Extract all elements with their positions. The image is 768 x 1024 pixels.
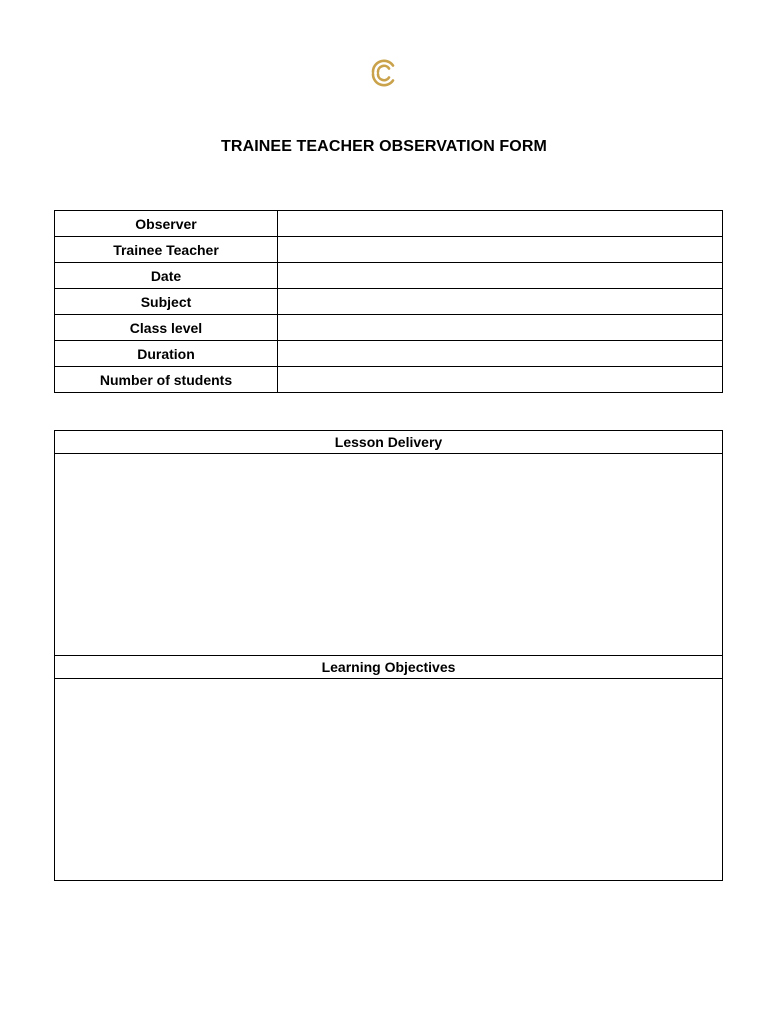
observation-info-table — [54, 210, 723, 393]
section-header-row — [55, 656, 723, 679]
observation-sections-table — [54, 430, 723, 881]
info-label: Subject — [55, 289, 278, 315]
number-of-students-field[interactable] — [278, 367, 723, 393]
observer-field[interactable] — [278, 211, 723, 237]
info-row-subject — [55, 289, 723, 315]
lesson-delivery-heading: Lesson Delivery — [55, 431, 723, 454]
duration-field[interactable] — [278, 341, 723, 367]
learning-objectives-field[interactable] — [55, 679, 723, 881]
info-row-number-of-students — [55, 367, 723, 393]
section-header-row — [55, 431, 723, 454]
info-label: Class level — [55, 315, 278, 341]
date-field[interactable] — [278, 263, 723, 289]
brand-logo-icon — [364, 52, 404, 92]
section-body-row — [55, 679, 723, 881]
lesson-delivery-field[interactable] — [55, 454, 723, 656]
info-label: Observer — [55, 211, 278, 237]
info-label: Duration — [55, 341, 278, 367]
learning-objectives-heading: Learning Objectives — [55, 656, 723, 679]
page-title: TRAINEE TEACHER OBSERVATION FORM — [221, 138, 547, 155]
info-row-duration — [55, 341, 723, 367]
info-label: Number of students — [55, 367, 278, 393]
info-label: Trainee Teacher — [55, 237, 278, 263]
info-label: Date — [55, 263, 278, 289]
info-row-date — [55, 263, 723, 289]
info-row-trainee-teacher — [55, 237, 723, 263]
info-row-observer — [55, 211, 723, 237]
info-row-class-level — [55, 315, 723, 341]
section-body-row — [55, 454, 723, 656]
subject-field[interactable] — [278, 289, 723, 315]
class-level-field[interactable] — [278, 315, 723, 341]
trainee-teacher-field[interactable] — [278, 237, 723, 263]
